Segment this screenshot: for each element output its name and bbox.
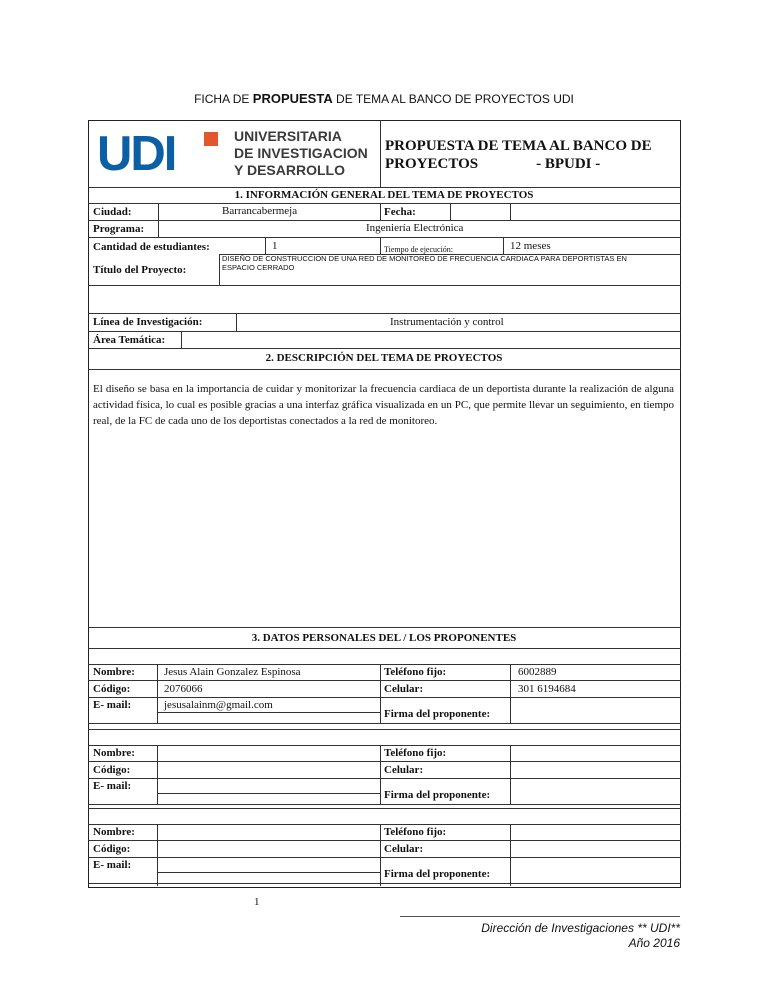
email-label: E- mail: [93,859,132,871]
nombre-value: Jesus Alain Gonzalez Espinosa [164,666,301,678]
footer-line2: Año 2016 [628,936,680,950]
firma-label: Firma del proponente: [384,868,491,880]
area-label: Área Temática: [93,334,166,346]
ciudad-value: Barrancabermeja [222,205,298,217]
section-3-title: 3. DATOS PERSONALES DEL / LOS PROPONENTES [251,632,517,644]
tiempo-value: 12 meses [510,240,551,252]
celular-value: 301 6194684 [518,683,576,695]
linea-label: Línea de Investigación: [93,316,203,328]
email-value: jesusalainm@gmail.com [164,699,273,711]
codigo-value: 2076066 [164,683,203,695]
programa-label: Programa: [93,223,145,235]
titulo-value: DISEÑO DE CONSTRUCCION DE UNA RED DE MONITOREO DE FRECUENCIA CARDIACA PARA DEPORTISTAS EN ESPACIO CERRADO [222,254,627,272]
telefono-label: Teléfono fijo: [384,747,447,759]
document-title: FICHA DE PROPUESTA DE TEMA AL BANCO DE PROYECTOS UDI [194,91,574,106]
telefono-label: Teléfono fijo: [384,826,447,838]
titulo-label: Título del Proyecto: [93,264,187,276]
udi-logo [97,127,380,183]
footer-rule [400,916,680,917]
description-text: El diseño se basa en la importancia de cuidar y monitorizar la frecuencia cardiaca de un deportista durante la realización de alguna actividad física, lo cual es posible gracias a una interfaz gráfica visualizada en un PC, que permite llevar un seguimiento, en tiempo real, de la FC de cada uno de los deportistas conectados a la red de monitoreo. [93,383,674,427]
section-1-title: 1. INFORMACIÓN GENERAL DEL TEMA DE PROYECTOS [234,189,534,201]
footer-line1: Dirección de Investigaciones ** UDI** [481,921,680,935]
codigo-label: Código: [93,683,131,695]
codigo-label: Código: [93,764,131,776]
firma-label: Firma del proponente: [384,708,491,720]
page-number: 1 [254,896,260,908]
logo-mark: UDI [97,127,176,181]
nombre-label: Nombre: [93,747,135,759]
telefono-label: Teléfono fijo: [384,666,447,678]
fecha-label: Fecha: [384,206,416,218]
programa-value: Ingeniería Electrónica [366,222,464,234]
tiempo-label: Tiempo de ejecución: [384,245,454,254]
celular-label: Celular: [384,764,424,776]
logo-accent-square [204,132,218,146]
email-label: E- mail: [93,699,132,711]
section-2-title: 2. DESCRIPCIÓN DEL TEMA DE PROYECTOS [265,352,503,364]
cantidad-label: Cantidad de estudiantes: [93,241,210,253]
proposal-header: PROPUESTA DE TEMA AL BANCO DE PROYECTOS - BPUDI - [385,138,652,172]
nombre-label: Nombre: [93,666,135,678]
logo-text: UNIVERSITARIA DE INVESTIGACION Y DESARROLLO [234,128,368,178]
celular-label: Celular: [384,843,424,855]
ciudad-label: Ciudad: [93,206,132,218]
telefono-value: 6002889 [518,666,557,678]
nombre-label: Nombre: [93,826,135,838]
firma-label: Firma del proponente: [384,789,491,801]
linea-value: Instrumentación y control [390,316,504,328]
celular-label: Celular: [384,683,424,695]
email-label: E- mail: [93,780,132,792]
cantidad-value: 1 [272,240,278,252]
codigo-label: Código: [93,843,131,855]
